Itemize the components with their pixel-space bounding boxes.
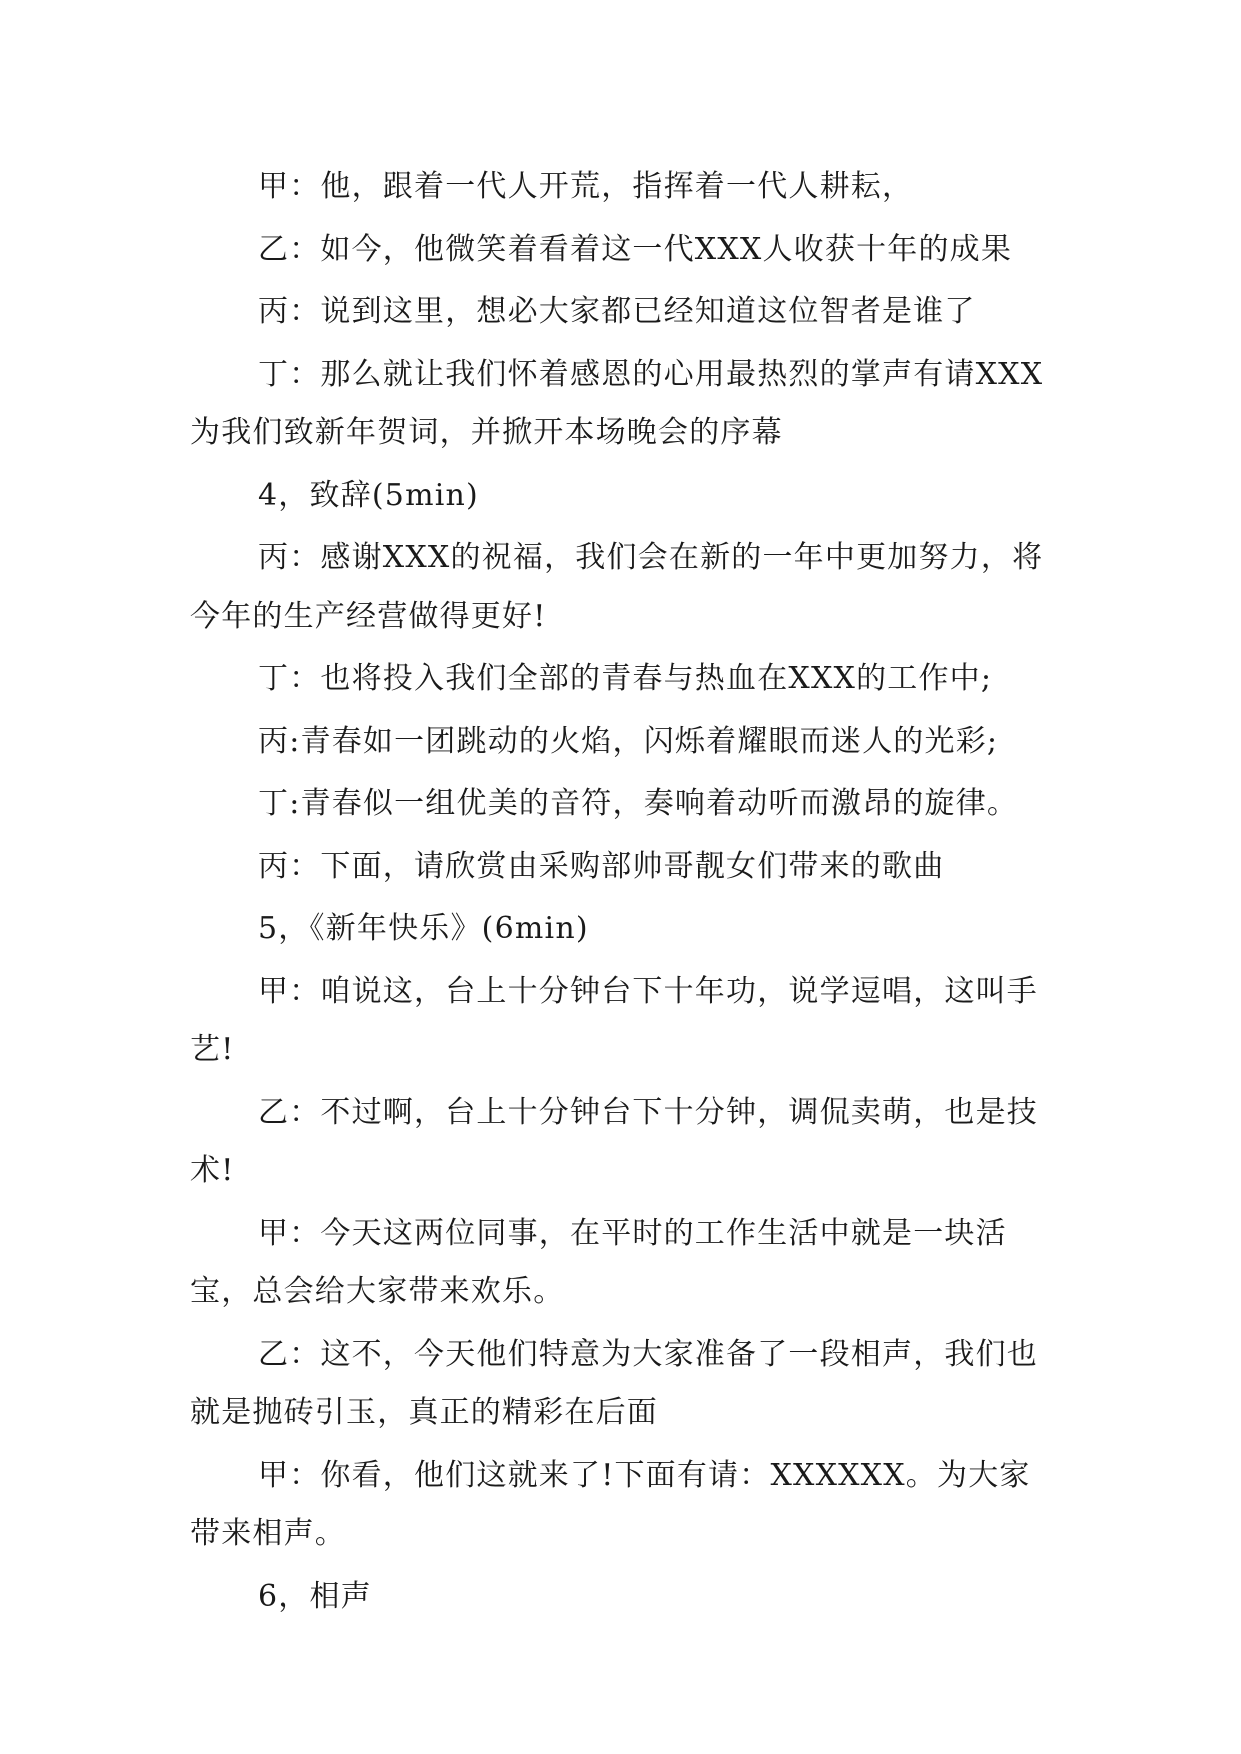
paragraph-bing-song-intro: 丙：下面，请欣赏由采购部帅哥靓女们带来的歌曲 <box>258 848 945 884</box>
paragraph-yi-harvest: 乙：如今，他微笑着看着这一代XXX人收获十年的成果 <box>258 231 1013 267</box>
paragraph-yi-crosstalk: 乙：这不，今天他们特意为大家准备了一段相声，我们也就是抛砖引玉，真正的精彩在后面 <box>190 1336 1038 1430</box>
paragraph-bing-youth-flame: 丙:青春如一团跳动的火焰，闪烁着耀眼而迷人的光彩; <box>258 723 999 759</box>
paragraph-ding-youth-melody: 丁:青春似一组优美的音符，奏响着动听而激昂的旋律。 <box>258 786 1019 821</box>
paragraph-jia-welcome: 甲：你看，他们这就来了!下面有请：XXXXXX。为大家带来相声。 <box>190 1457 1031 1551</box>
paragraph-bing-thanks: 丙：感谢XXX的祝福，我们会在新的一年中更加努力，将今年的生产经营做得更好! <box>190 540 1044 634</box>
paragraph-yi-technique: 乙：不过啊，台上十分钟台下十分钟，调侃卖萌，也是技术! <box>190 1094 1038 1188</box>
paragraph-jia-craft: 甲：咱说这，台上十分钟台下十年功，说学逗唱，这叫手艺! <box>190 973 1038 1067</box>
paragraph-bing-wise-man: 丙：说到这里，想必大家都已经知道这位智者是谁了 <box>258 294 976 329</box>
section-heading-speech: 4，致辞(5min) <box>258 477 479 513</box>
paragraph-ding-youth-devotion: 丁：也将投入我们全部的青春与热血在XXX的工作中; <box>258 661 993 696</box>
section-heading-song: 5，《新年快乐》(6min) <box>258 911 589 946</box>
paragraph-jia-reclaim: 甲：他，跟着一代人开荒，指挥着一代人耕耘， <box>258 169 914 204</box>
paragraph-ding-invite-speech: 丁：那么就让我们怀着感恩的心用最热烈的掌声有请XXX为我们致新年贺词，并掀开本场晚会的序幕 <box>190 356 1044 450</box>
document-body <box>190 158 1060 1630</box>
paragraph-jia-colleagues: 甲：今天这两位同事，在平时的工作生活中就是一块活宝，总会给大家带来欢乐。 <box>190 1215 1007 1309</box>
section-heading-crosstalk: 6，相声 <box>258 1578 372 1614</box>
